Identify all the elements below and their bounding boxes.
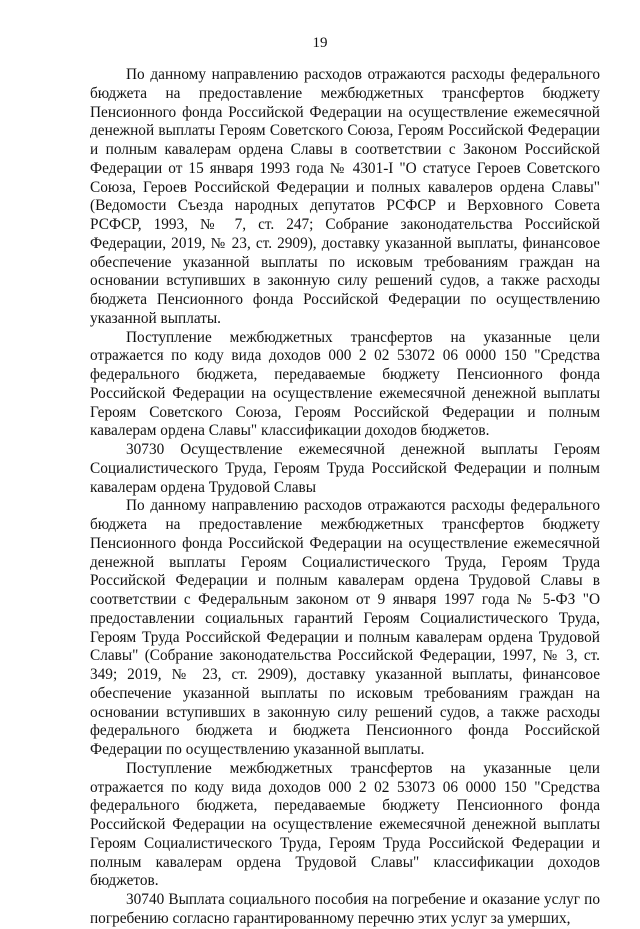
document-body [90, 66, 600, 929]
section-heading-30730: 30730 Осуществление ежемесячной денежной выплаты Героям Социалистического Труда, Героям Труда Российской Федерации и полным кавалерам ордена Трудовой Славы [90, 441, 600, 496]
page-number: 19 [312, 35, 328, 51]
paragraph-income-code-53072: Поступление межбюджетных трансфертов на указанные цели отражается по коду вида доходов 000 2 02 53072 06 0000 150 "Средства федерального бюджета, передаваемые бюджету Пенсионного фонда Российской Федерации на осуществление ежемесячной денежной выплаты Героям Советского Союза, Героям Российской Федерации и полным кавалерам ордена Славы" классификации доходов бюджетов. [90, 328, 600, 440]
paragraph-directions-expenses-heroes: По данному направлению расходов отражаются расходы федерального бюджета на предоставление межбюджетных трансфертов бюджету Пенсионного фонда Российской Федерации на осуществление ежемесячной денежной выплаты Героям Советского Союза, Героям Российской Федерации и полным кавалерам ордена Славы в соответствии с Законом Российской Федерации от 15 января 1993 года № 4301-I "О статусе Героев Советского Союза, Героев Российской Федерации и полных кавалеров ордена Славы" (Ведомости Съезда народных депутатов РСФСР и Верховного Совета РСФСР, 1993, № 7, ст. 247; Собрание законодательства Российской Федерации, 2019, № 23, ст. 2909), доставку указанной выплаты, финансовое обеспечение указанной выплаты по исковым требованиям граждан на основании вступивших в законную силу решений судов, а также расходы бюджета Пенсионного фонда Российской Федерации по осуществлению указанной выплаты. [90, 66, 600, 327]
section-heading-30740: 30740 Выплата социального пособия на погребение и оказание услуг по погребению согласно гарантированному перечню этих услуг за умерших, [90, 891, 600, 927]
paragraph-income-code-53073: Поступление межбюджетных трансфертов на указанные цели отражается по коду вида доходов 000 2 02 53073 06 0000 150 "Средства федерального бюджета, передаваемые бюджету Пенсионного фонда Российской Федерации на осуществление ежемесячной денежной выплаты Героям Социалистического Труда, Героям Труда Российской Федерации и полным кавалерам ордена Трудовой Славы" классификации доходов бюджетов. [90, 759, 600, 890]
paragraph-directions-expenses-labor-heroes: По данному направлению расходов отражаются расходы федерального бюджета на предоставление межбюджетных трансфертов бюджету Пенсионного фонда Российской Федерации на осуществление ежемесячной денежной выплаты Героям Социалистического Труда, Героям Труда Российской Федерации и полным кавалерам ордена Трудовой Славы в соответствии с Федеральным законом от 9 января 1997 года № 5-ФЗ "О предоставлении социальных гарантий Героям Социалистического Труда, Героям Труда Российской Федерации и полным кавалерам ордена Трудовой Славы" (Собрание законодательства Российской Федерации, 1997, № 3, ст. 349; 2019, № 23, ст. 2909), доставку указанной выплаты, финансовое обеспечение указанной выплаты по исковым требованиям граждан на основании вступивших в законную силу решений судов, а также расходы федерального бюджета и бюджета Пенсионного фонда Российской Федерации по осуществлению указанной выплаты. [90, 497, 600, 758]
